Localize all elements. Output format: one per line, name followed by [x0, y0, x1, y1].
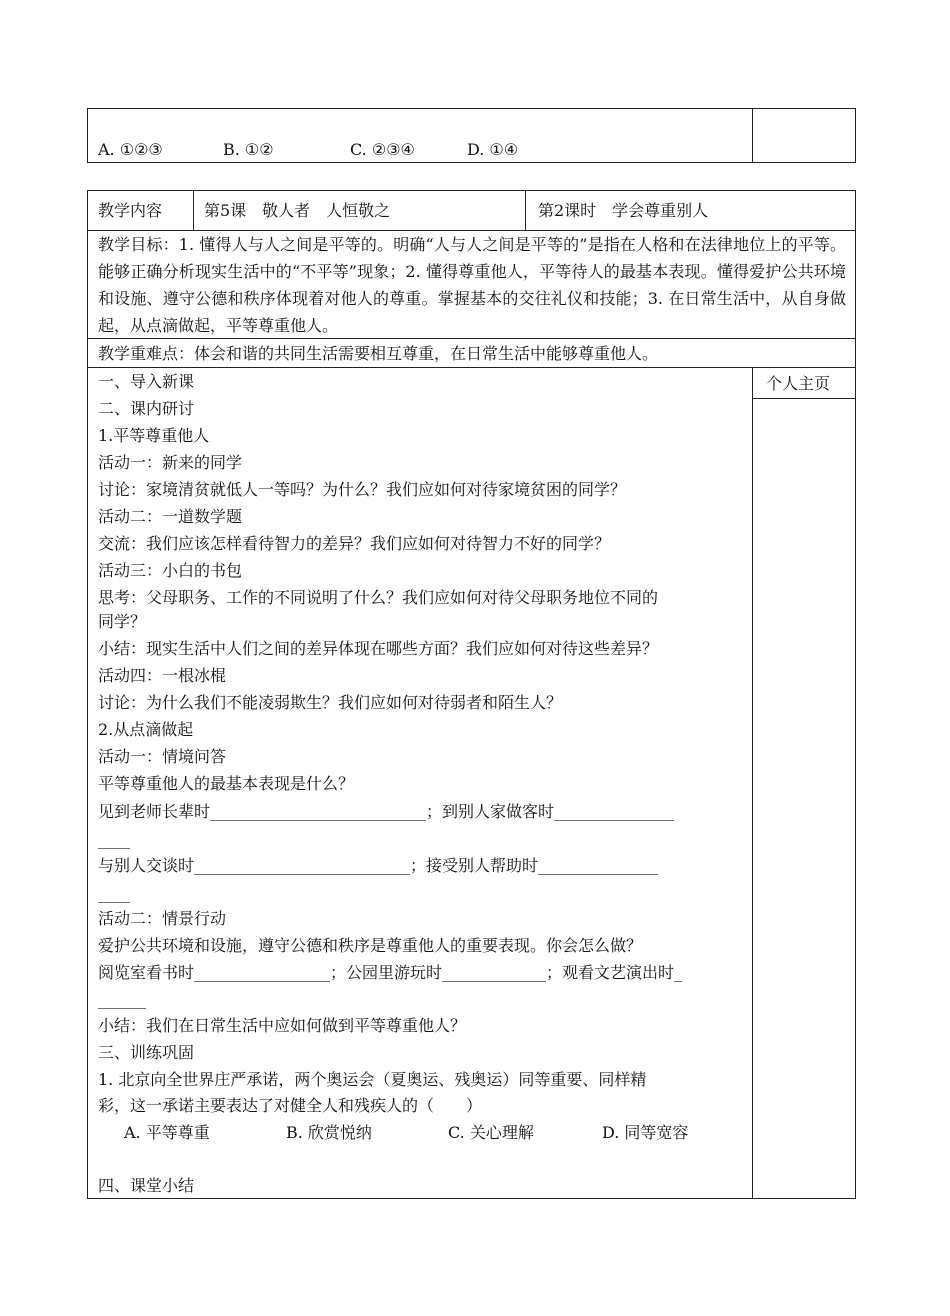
keypoints-bottom-line — [87, 367, 856, 368]
summary-heading: 四、课堂小结 — [98, 1176, 195, 1195]
header-period: 第2课时 学会尊重别人 — [538, 201, 709, 220]
top-option-c: C. ②③④ — [350, 140, 415, 159]
top-option-b: B. ①② — [223, 140, 274, 159]
body-line: 三、训练巩固 — [98, 1043, 195, 1062]
body-line: 同学？ — [98, 612, 147, 631]
key-points: 教学重难点：体会和谐的共同生活需要相互尊重，在日常生活中能够尊重他人。 — [98, 344, 659, 363]
body-line: 活动一：新来的同学 — [98, 453, 243, 472]
body-line: 交流：我们应该怎样看待智力的差异？我们应如何对待智力不好的同学？ — [98, 534, 611, 553]
body-line: 活动二：情景行动 — [98, 909, 227, 928]
body-line: 阅览室看书时_________________；公园里游玩时_____________；观看文艺演出时_ — [98, 963, 683, 982]
body-line: 活动一：情境问答 — [98, 747, 227, 766]
body-line: 平等尊重他人的最基本表现是什么？ — [98, 774, 355, 793]
body-line: 彩，这一承诺主要表达了对健全人和残疾人的（ ） — [98, 1096, 483, 1115]
body-line: 活动二：一道数学题 — [98, 507, 243, 526]
body-line: 思考：父母职务、工作的不同说明了什么？我们应如何对待父母职务地位不同的 — [98, 588, 659, 607]
body-line: 一、导入新课 — [98, 372, 195, 391]
header-divider-1 — [193, 190, 194, 231]
body-line: 二、课内研讨 — [98, 399, 195, 418]
body-line: 爱护公共环境和设施，遵守公德和秩序是尊重他人的重要表现。你会怎么做？ — [98, 936, 643, 955]
side-column-divider — [752, 367, 753, 1199]
header-label: 教学内容 — [98, 201, 163, 220]
body-line: 讨论：家境清贫就低人一等吗？为什么？我们应如何对待家境贫困的同学？ — [98, 480, 627, 499]
body-line: 见到老师长辈时___________________________；到别人家做客时_______________ — [98, 802, 675, 821]
body-line: 1. 北京向全世界庄严承诺，两个奥运会（夏奥运、残奥运）同等重要、同样精 — [98, 1070, 647, 1089]
body-line: ____ — [98, 884, 130, 903]
side-label: 个人主页 — [766, 374, 831, 393]
body-line: 与别人交谈时___________________________；接受别人帮助时_______________ — [98, 856, 659, 875]
top-table-divider — [752, 108, 753, 163]
body-line: 小结：现实生活中人们之间的差异体现在哪些方面？我们应如何对待这些差异？ — [98, 639, 659, 658]
body-line: 讨论：为什么我们不能凌弱欺生？我们应如何对待弱者和陌生人？ — [98, 693, 563, 712]
top-option-a: A. ①②③ — [98, 140, 163, 159]
body-line: 小结：我们在日常生活中应如何做到平等尊重他人？ — [98, 1016, 467, 1035]
body-line: 2.从点滴做起 — [98, 720, 194, 739]
body-line: 活动四：一根冰棍 — [98, 666, 227, 685]
side-label-line — [752, 398, 856, 399]
body-line: ______ — [98, 990, 146, 1009]
header-lesson: 第5课 敬人者 人恒敬之 — [204, 201, 391, 220]
header-divider-2 — [525, 190, 526, 231]
quiz-option-b: B. 欣赏悦纳 — [286, 1123, 372, 1142]
teaching-goals: 教学目标：1. 懂得人与人之间是平等的。明确“人与人之间是平等的”是指在人格和在法律地位上的平等。能够正确分析现实生活中的“不平等”现象；2. 懂得尊重他人，平等待人的最基本表现。懂得爱护公共环境和设施、遵守公德和秩序体现着对他人的尊重。掌握基本的交往礼仪和技能；3. 在日常生活中，从自身做起，从点滴做起，平等尊重他人。 — [98, 235, 846, 335]
quiz-option-c: C. 关心理解 — [448, 1123, 534, 1142]
body-line: ____ — [98, 830, 130, 849]
goals-bottom-line — [87, 338, 856, 339]
quiz-option-d: D. 同等宽容 — [602, 1123, 689, 1142]
top-option-d: D. ①④ — [467, 140, 519, 159]
quiz-option-a: A. 平等尊重 — [124, 1123, 210, 1142]
body-line: 活动三：小白的书包 — [98, 561, 243, 580]
body-line: 1.平等尊重他人 — [98, 426, 210, 445]
